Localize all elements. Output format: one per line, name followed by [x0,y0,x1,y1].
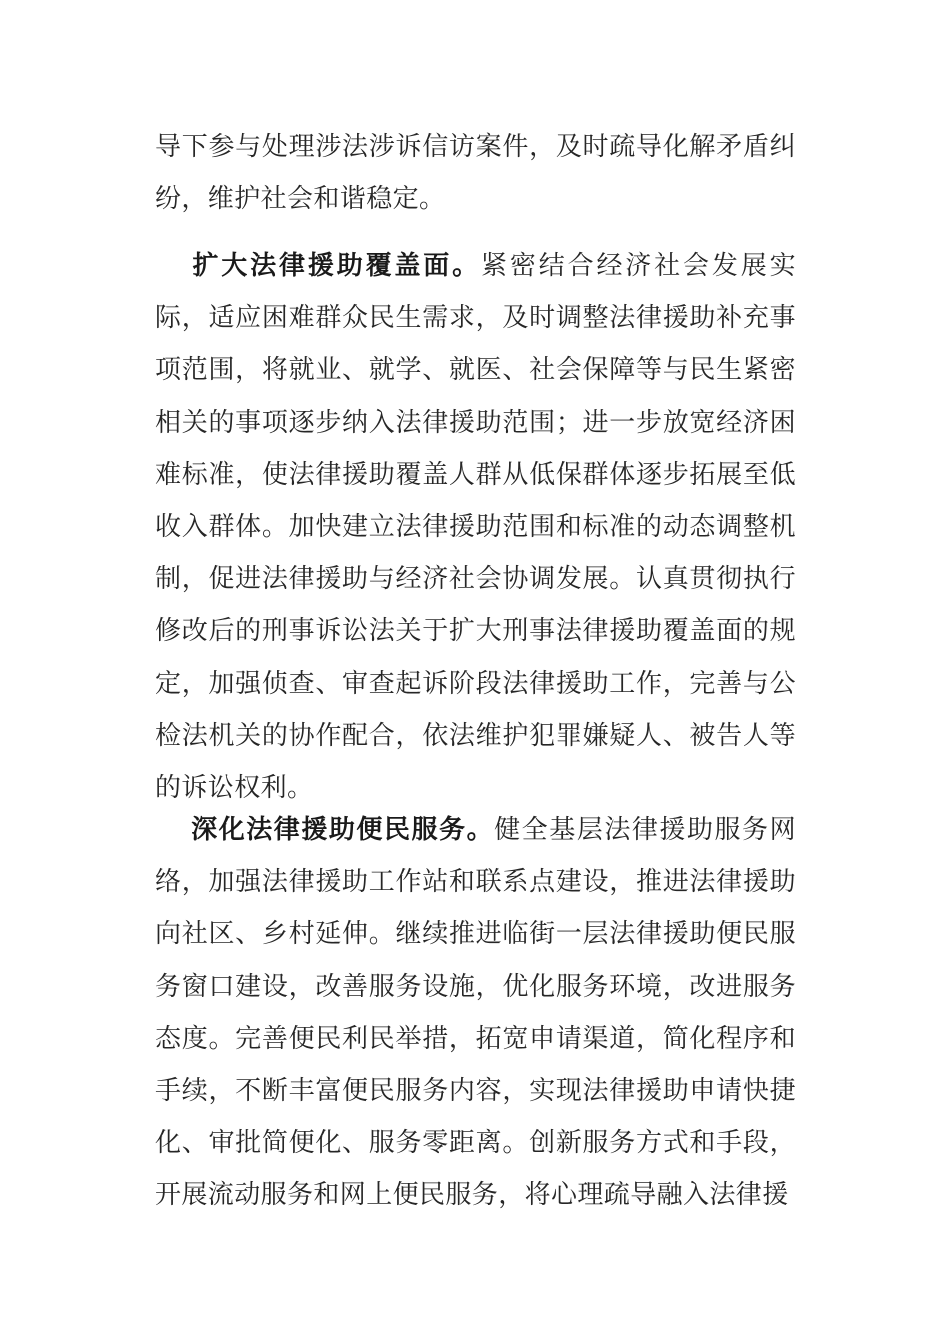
paragraph-body: 导下参与处理涉法涉诉信访案件，及时疏导化解矛盾纠纷，维护社会和谐稳定。 [155,132,796,215]
paragraph-body: 健全基层法律援助服务网络，加强法律援助工作站和联系点建设，推进法律援助向社区、乡村延伸。继续推进临街一层法律援助便民服务窗口建设，改善服务设施，优化服务环境，改进服务态度。完善便民利民举措，拓宽申请渠道，简化程序和手续，不断丰富便民服务内容，实现法律援助申请快捷化、审批简便化、服务零距离。创新服务方式和手段，开展流动服务和网上便民服务，将心理疏导融入法律援 [155,815,796,1211]
paragraph-continuation [155,121,796,225]
paragraph-expand-coverage [155,240,796,814]
paragraph-heading: 扩大法律援助覆盖面。 [190,251,482,281]
paragraph-body: 紧密结合经济社会发展实际，适应困难群众民生需求，及时调整法律援助补充事项范围，将就业、就学、就医、社会保障等与民生紧密相关的事项逐步纳入法律援助范围；进一步放宽经济困难标准，使法律援助覆盖人群从低保群体逐步拓展至低收入群体。加快建立法律援助范围和标准的动态调整机制，促进法律援助与经济社会协调发展。认真贯彻执行修改后的刑事诉讼法关于扩大刑事法律援助覆盖面的规定，加强侦查、审查起诉阶段法律援助工作，完善与公检法机关的协作配合，依法维护犯罪嫌疑人、被告人等的诉讼权利。 [155,251,796,804]
paragraph-convenience-service [155,804,796,1222]
paragraph-heading: 深化法律援助便民服务。 [190,815,495,845]
